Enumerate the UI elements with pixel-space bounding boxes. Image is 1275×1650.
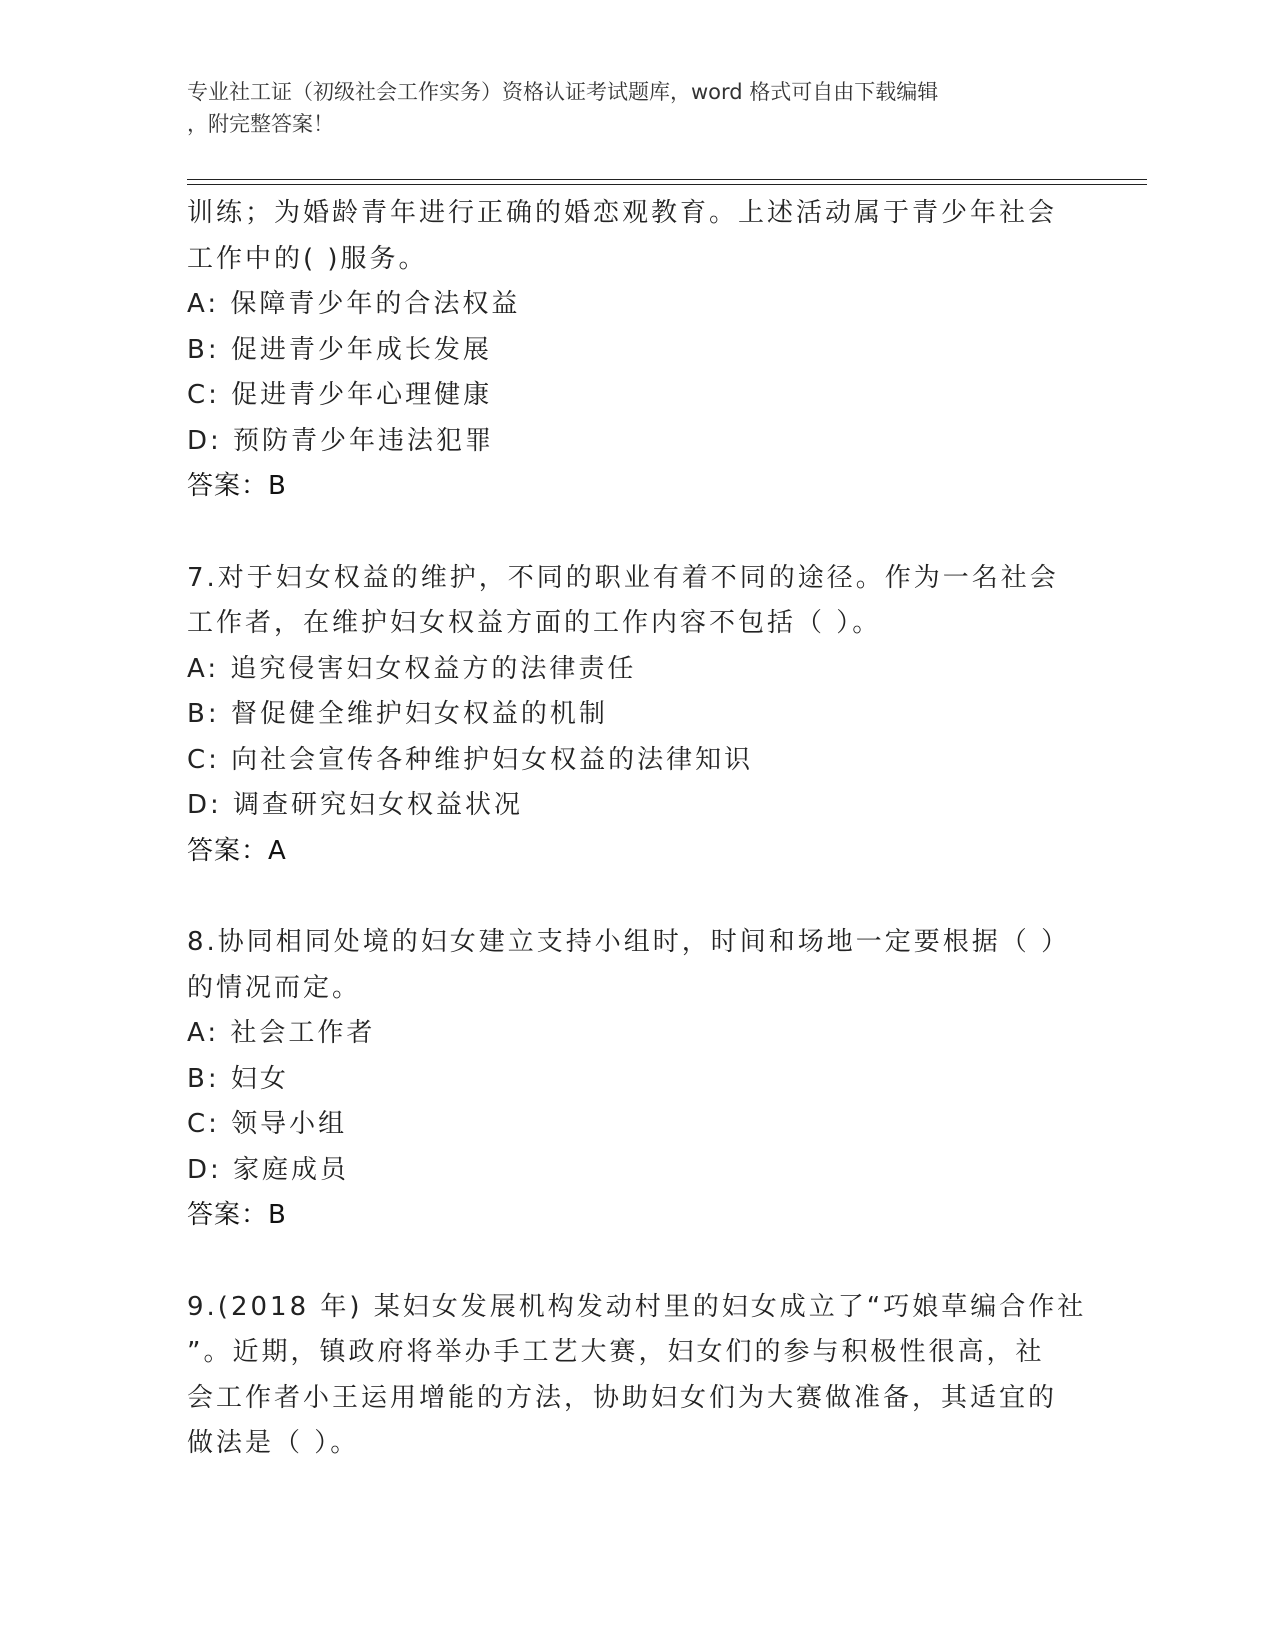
option-b: B: 妇女 xyxy=(187,1063,289,1094)
question-text-line: 工作者，在维护妇女权益方面的工作内容不包括（ ）。 xyxy=(187,608,882,638)
answer-label: 答案： xyxy=(187,1200,269,1230)
option-a: A: 社会工作者 xyxy=(187,1018,376,1048)
question-list xyxy=(187,191,1087,1467)
option-b: B: 督促健全维护妇女权益的机制 xyxy=(187,699,608,729)
question-8 xyxy=(187,920,1087,1239)
answer-label: 答案： xyxy=(187,471,269,501)
answer xyxy=(187,1193,1087,1239)
option-b: B: 促进青少年成长发展 xyxy=(187,334,492,365)
question-text-line: 8.协同相同处境的妇女建立支持小组时，时间和场地一定要根据（ ） xyxy=(187,927,1071,957)
answer-label: 答案： xyxy=(187,835,269,866)
question-text-line: 9.(2018 年) 某妇女发展机构发动村里的妇女成立了“巧娘草编合作社 xyxy=(187,1291,1087,1322)
option-d: D: 调查研究妇女权益状况 xyxy=(187,790,524,820)
question-text-line: 训练；为婚龄青年进行正确的婚恋观教育。上述活动属于青少年社会 xyxy=(187,198,1058,228)
header-divider-top xyxy=(187,179,1147,180)
answer-value: B xyxy=(268,1200,286,1230)
option-d: D: 预防青少年违法犯罪 xyxy=(187,425,495,456)
answer xyxy=(187,829,1087,875)
option-c: C: 领导小组 xyxy=(187,1109,348,1139)
answer-value: B xyxy=(268,471,286,501)
header-line-2: ，附完整答案！ xyxy=(187,112,334,136)
question-9 xyxy=(187,1285,1087,1467)
option-c: C: 促进青少年心理健康 xyxy=(187,380,493,410)
option-d: D: 家庭成员 xyxy=(187,1154,350,1185)
header-divider-bottom xyxy=(187,184,1147,185)
question-text-line: 7.对于妇女权益的维护，不同的职业有着不同的途径。作为一名社会 xyxy=(187,562,1059,593)
option-c: C: 向社会宣传各种维护妇女权益的法律知识 xyxy=(187,744,754,775)
question-text-line: 工作中的( )服务。 xyxy=(187,243,428,274)
option-a: A: 保障青少年的合法权益 xyxy=(187,289,521,319)
question-6 xyxy=(187,191,1087,510)
answer-value: A xyxy=(268,835,286,866)
question-text-line: 做法是（ ）。 xyxy=(187,1428,360,1458)
option-a: A: 追究侵害妇女权益方的法律责任 xyxy=(187,653,637,684)
question-text-line: 的情况而定。 xyxy=(187,972,362,1003)
question-text-line: ”。近期，镇政府将举办手工艺大赛，妇女们的参与积极性很高，社 xyxy=(187,1337,1045,1367)
header-line-1: 专业社工证（初级社会工作实务）资格认证考试题库，word 格式可自由下载编辑 xyxy=(187,80,939,104)
page-header xyxy=(187,76,1067,140)
question-7 xyxy=(187,556,1087,875)
question-text-line: 会工作者小王运用增能的方法，协助妇女们为大赛做准备，其适宜的 xyxy=(187,1382,1058,1413)
answer xyxy=(187,464,1087,510)
